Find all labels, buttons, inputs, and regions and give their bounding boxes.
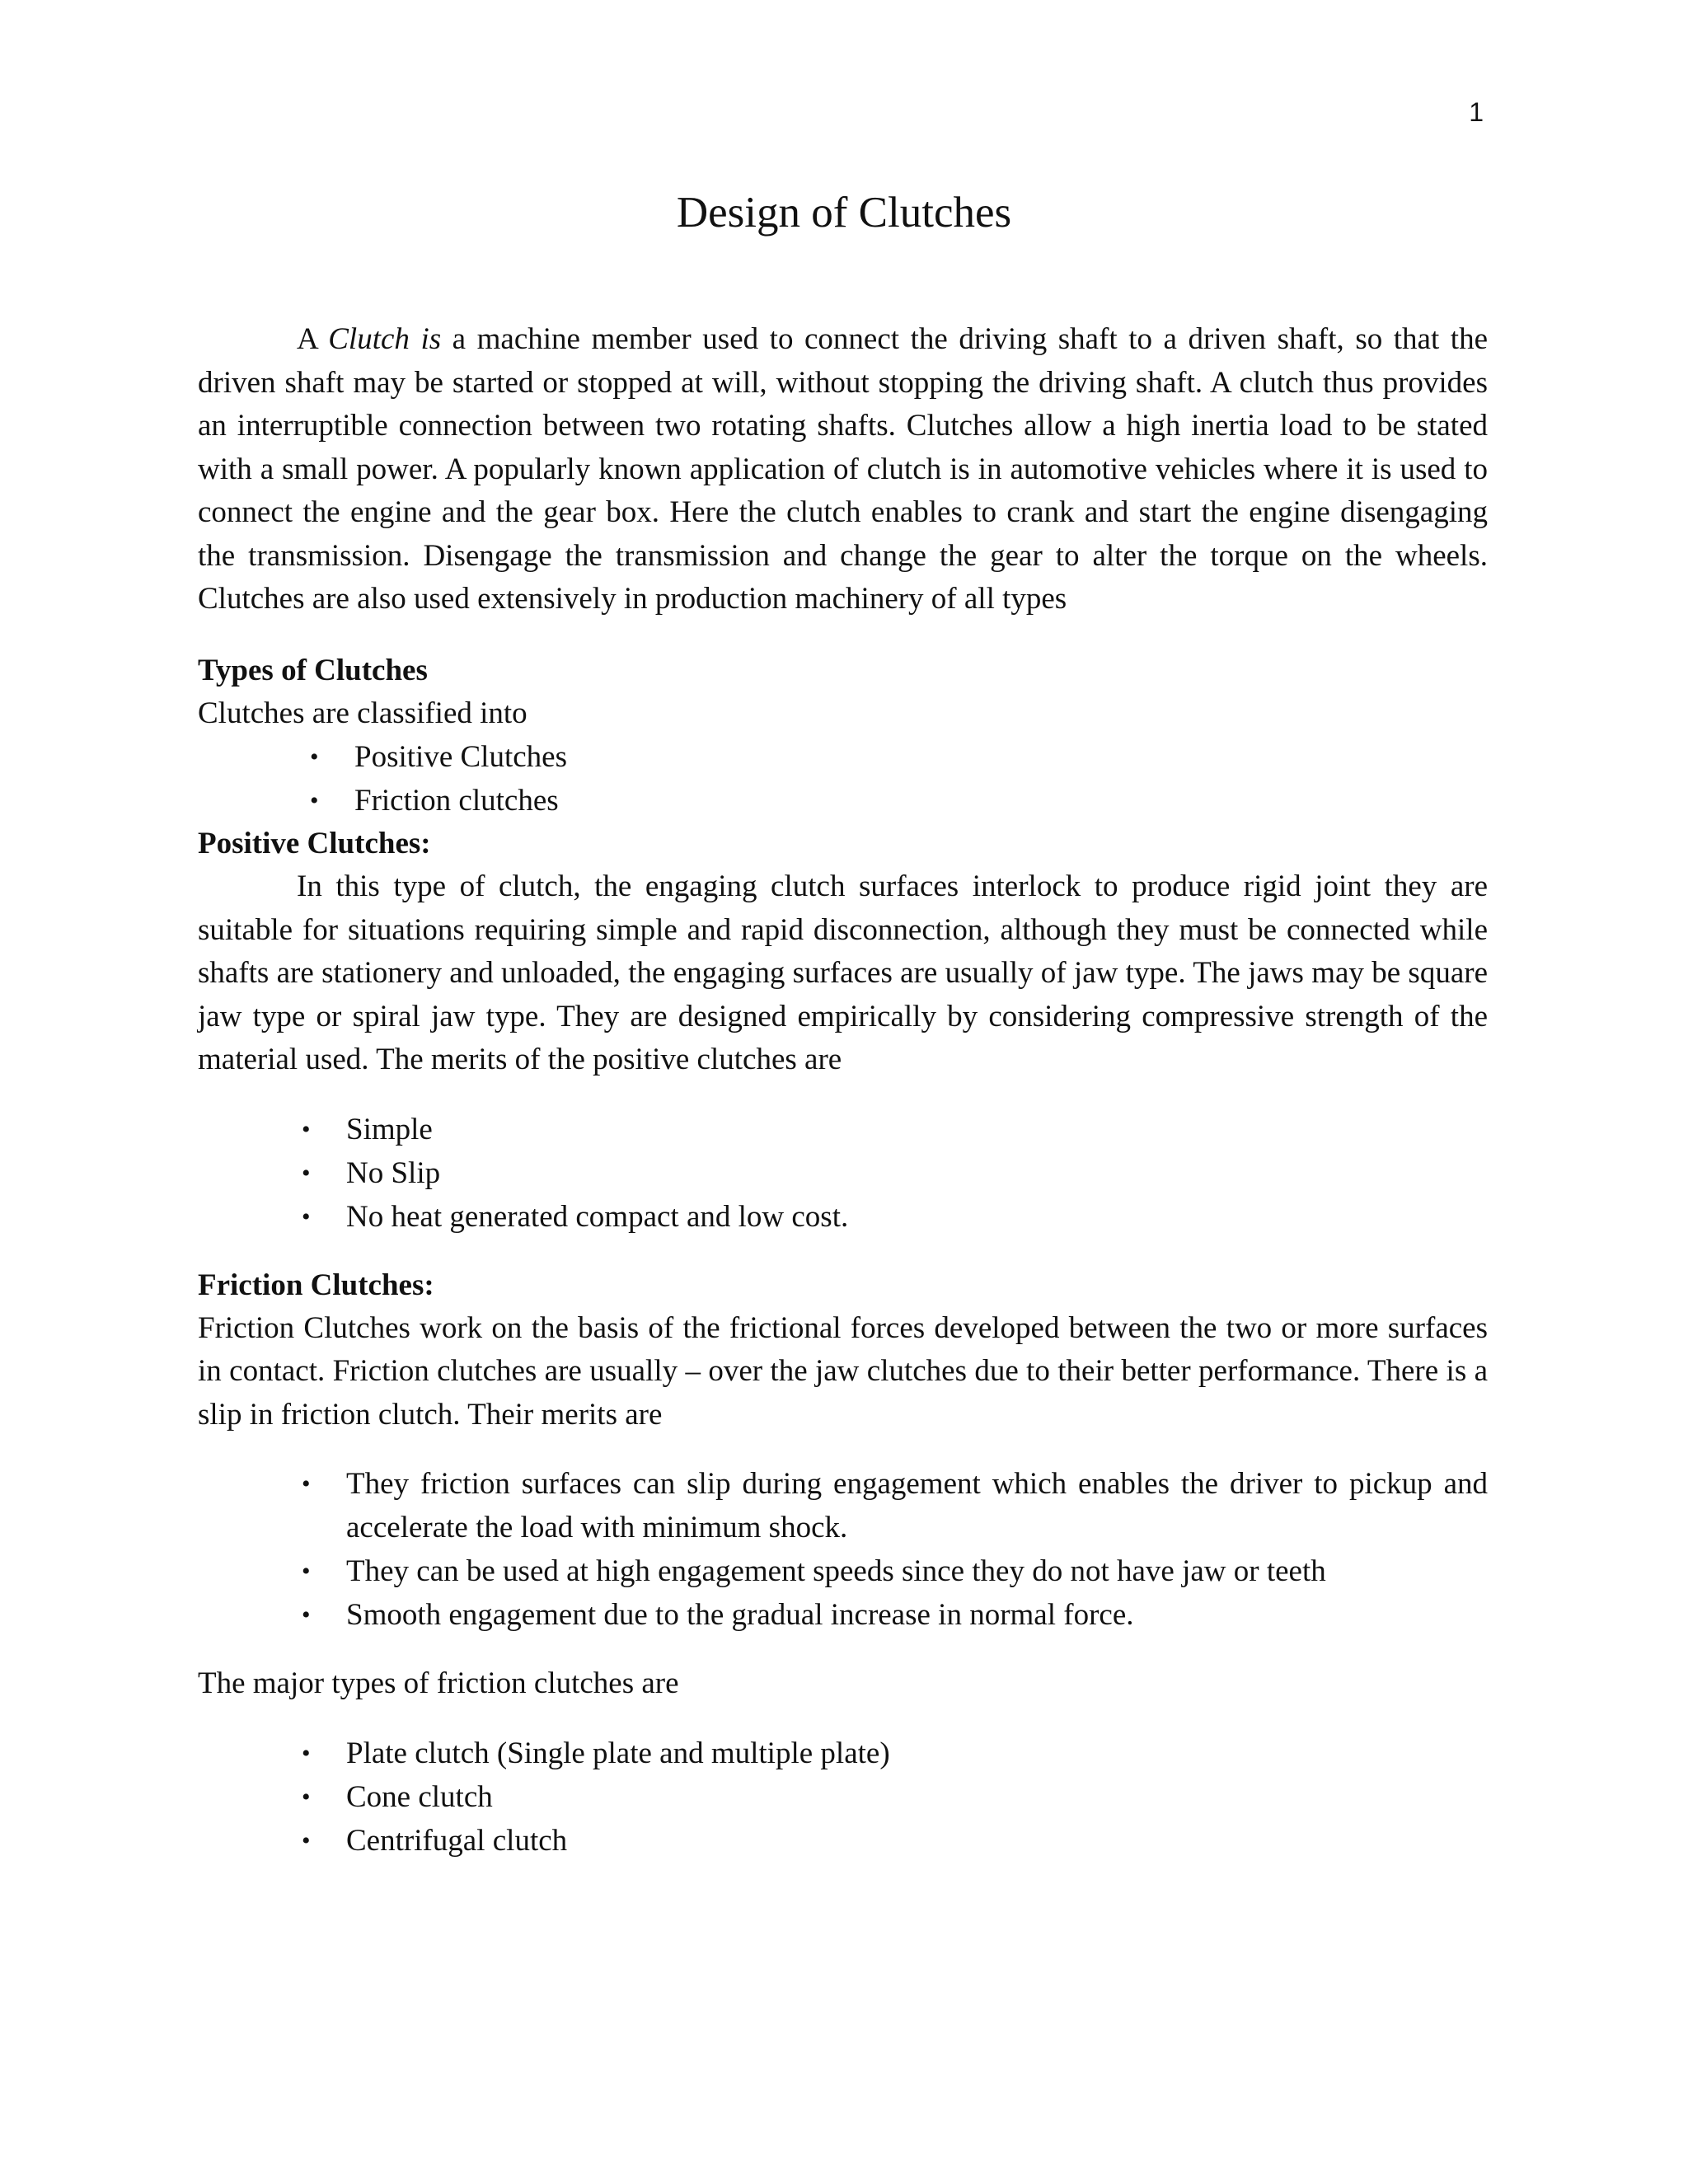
document-body	[198, 318, 1488, 1863]
bullet-icon: •	[302, 1202, 311, 1230]
bullet-icon: •	[310, 743, 319, 771]
list-item: • Smooth engagement due to the gradual increase in normal force.	[198, 1593, 1488, 1637]
intro-lead: A	[297, 322, 329, 356]
list-item: • No heat generated compact and low cost.	[198, 1195, 1488, 1239]
page-number: 1	[1469, 97, 1484, 127]
friction-heading: Friction Clutches:	[198, 1268, 434, 1302]
list-item: • Plate clutch (Single plate and multiple plate)	[198, 1732, 1488, 1775]
bullet-icon: •	[310, 787, 319, 814]
list-item: • Centrifugal clutch	[198, 1819, 1488, 1863]
bullet-icon: •	[302, 1783, 311, 1811]
document-title: Design of Clutches	[676, 189, 1012, 237]
list-item: • Cone clutch	[198, 1775, 1488, 1819]
intro-paragraph	[198, 318, 1488, 621]
list-item: • No Slip	[198, 1151, 1488, 1195]
positive-heading: Positive Clutches:	[198, 827, 431, 860]
major-types-list	[198, 1732, 1488, 1863]
positive-merits-list	[198, 1108, 1488, 1239]
types-heading: Types of Clutches	[198, 653, 428, 687]
list-item: • Simple	[198, 1108, 1488, 1151]
bullet-icon: •	[302, 1601, 311, 1629]
positive-paragraph: In this type of clutch, the engaging clutch surfaces interlock to produce rigid joint they are suitable for situations requiring simple and rapid disconnection, although they must be connected while shafts are stationery and unloaded, the engaging surfaces are usually of jaw type. The jaws may be square jaw type or spiral jaw type. They are designed empirically by considering compressive strength of the material used. The merits of the positive clutches are	[198, 869, 1488, 1076]
friction-merits-list	[198, 1462, 1488, 1637]
list-item: • Positive Clutches	[198, 735, 1488, 779]
bullet-icon: •	[302, 1558, 311, 1585]
list-item: • They can be used at high engagement speeds since they do not have jaw or teeth	[198, 1549, 1488, 1593]
bullet-icon: •	[302, 1159, 311, 1187]
list-item: • Friction clutches	[198, 779, 1488, 823]
list-item: • They friction surfaces can slip during engagement which enables the driver to pickup and accelerate the load with minimum shock.	[198, 1462, 1488, 1549]
bullet-icon: •	[302, 1826, 311, 1854]
bullet-icon: •	[302, 1470, 311, 1497]
intro-body: a machine member used to connect the driving shaft to a driven shaft, so that the driven shaft may be started or stopped at will, without stopping the driving shaft. A clutch thus provides an interruptible connection between two rotating shafts. Clutches allow a high inertia load to be stated with a small power. A popularly known application of clutch is in automotive vehicles where it is used to connect the engine and the gear box. Here the clutch enables to crank and start the engine disengaging the transmission. Disengage the transmission and change the gear to alter the torque on the wheels. Clutches are also used extensively in production machinery of all types	[198, 322, 1488, 616]
intro-term: Clutch is	[328, 322, 442, 356]
major-types-intro: The major types of friction clutches are	[198, 1666, 679, 1700]
bullet-icon: •	[302, 1739, 311, 1767]
bullet-icon: •	[302, 1115, 311, 1143]
types-intro: Clutches are classified into	[198, 696, 528, 730]
friction-paragraph: Friction Clutches work on the basis of the frictional forces developed between the two or more surfaces in contact. Friction clutches are usually – over the jaw clutches due to their better performance. There is a slip in friction clutch. Their merits are	[198, 1310, 1488, 1432]
types-list	[198, 735, 1488, 823]
